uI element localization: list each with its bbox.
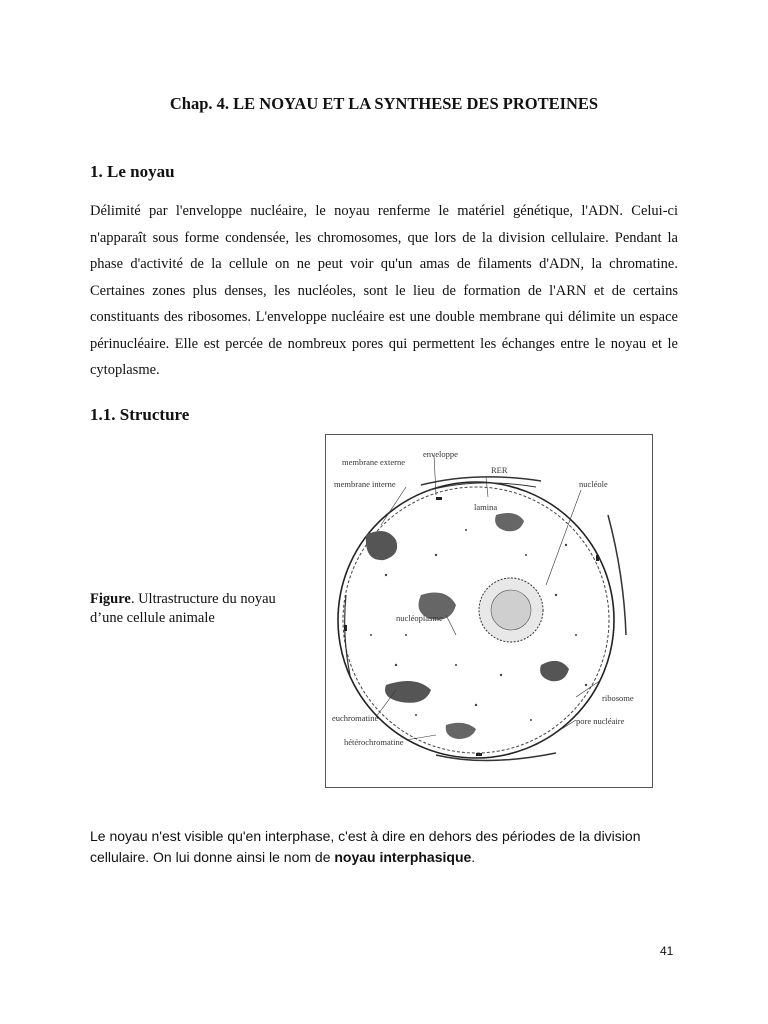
label-heterochromatine: hétérochromatine: [344, 737, 404, 747]
figure-caption-bold: Figure: [90, 591, 131, 607]
chapter-title: Chap. 4. LE NOYAU ET LA SYNTHESE DES PROTEINES: [169, 94, 599, 113]
section-heading-le-noyau: 1. Le noyau: [90, 162, 175, 181]
heterochromatin-clump-1: [366, 531, 397, 560]
interphase-bold-term: noyau interphasique: [334, 849, 472, 865]
label-nucleoplasme: nucléoplasme: [396, 613, 443, 623]
heterochromatin-clump-4: [495, 513, 524, 531]
rer-segment-top: [421, 477, 541, 485]
rer-segment-right: [608, 515, 626, 635]
label-membrane-externe: membrane externe: [342, 457, 406, 467]
label-nucleole: nucléole: [579, 479, 608, 489]
label-membrane-interne: membrane interne: [334, 479, 396, 489]
nucleus-figure: [325, 434, 653, 788]
interphase-paragraph: [90, 826, 690, 868]
nucleolus-core: [491, 590, 531, 630]
label-ribosome: ribosome: [602, 693, 634, 703]
figure-caption: [90, 590, 300, 628]
heterochromatin-clump-3: [385, 681, 431, 703]
section-paragraph: Délimité par l'enveloppe nucléaire, le noyau renferme le matériel génétique, l'ADN. Celui-ci n'apparaît sous forme condensée, les chromosomes, que lors de la division cellulaire. Pendant la phase d'activité de la cellule on ne peut voir qu'un amas de filaments d'ADN, la chromatine. Certaines zones plus denses, les nucléoles, sont le lieu de formation de l'ARN et de certains constituants des ribosomes. L'enveloppe nucléaire est une double membrane qui délimite un espace périnucléaire. Elle est percée de nombreux pores qui permettent les échanges entre le noyau et le cytoplasme.: [90, 203, 678, 378]
figure-caption-text: . Ultrastructure du noyau d’une cellule animale: [90, 591, 276, 626]
outer-membrane: [338, 482, 614, 758]
label-enveloppe: enveloppe: [423, 449, 458, 459]
nucleus-diagram: [326, 435, 652, 787]
page-number: 41: [660, 944, 674, 958]
interphase-period: .: [471, 849, 476, 865]
label-rer: RER: [491, 465, 508, 475]
heterochromatin-clump-6: [446, 723, 476, 739]
subsection-heading-structure: 1.1. Structure: [90, 405, 190, 424]
label-euchromatine: euchromatine: [332, 713, 379, 723]
interphase-text: Le noyau n'est visible qu'en interphase, c'est à dire en dehors des périodes de la division cellulaire. On lui donne ainsi le nom de: [90, 828, 641, 865]
inner-membrane: [343, 487, 609, 753]
heterochromatin-clump-5: [540, 661, 569, 681]
label-pore-nucleaire: pore nucléaire: [576, 716, 625, 726]
label-lamina: lamina: [474, 502, 498, 512]
